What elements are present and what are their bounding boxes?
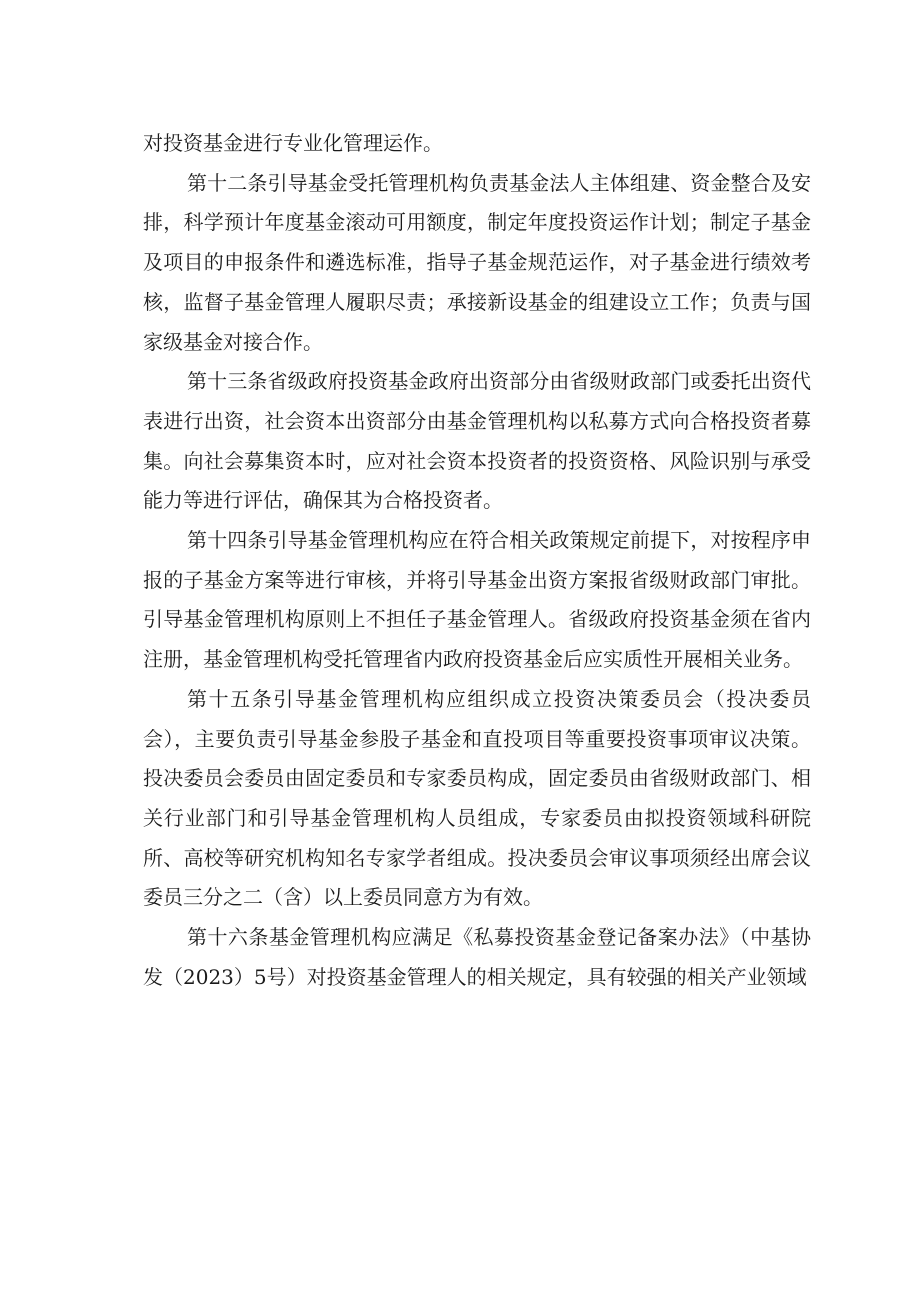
paragraph-article-15: 第十五条引导基金管理机构应组织成立投资决策委员会（投决委员会），主要负责引导基金参股子基金和直投项目等重要投资事项审议决策。投决委员会委员由固定委员和专家委员构成，固定委员由省级财政部门、相关行业部门和引导基金管理机构人员组成，专家委员由拟投资领域科研院所、高校等研究机构知名专家学者组成。投决委员会审议事项须经出席会议委员三分之二（含）以上委员同意方为有效。 <box>143 686 811 910</box>
paragraph-article-12: 第十二条引导基金受托管理机构负责基金法人主体组建、资金整合及安排，科学预计年度基金滚动可用额度，制定年度投资运作计划；制定子基金及项目的申报条件和遴选标准，指导子基金规范运作，对子基金进行绩效考核，监督子基金管理人履职尽责；承接新设基金的组建设立工作；负责与国家级基金对接合作。 <box>143 170 811 354</box>
paragraph-article-16: 第十六条基金管理机构应满足《私募投资基金登记备案办法》（中基协发（2023）5号）对投资基金管理人的相关规定，具有较强的相关产业领域 <box>143 925 811 989</box>
paragraph-article-13: 第十三条省级政府投资基金政府出资部分由省级财政部门或委托出资代表进行出资，社会资本出资部分由基金管理机构以私募方式向合格投资者募集。向社会募集资本时，应对社会资本投资者的投资资格、风险识别与承受能力等进行评估，确保其为合格投资者。 <box>143 369 811 513</box>
document-body <box>143 124 811 997</box>
paragraph-article-14: 第十四条引导基金管理机构应在符合相关政策规定前提下，对按程序申报的子基金方案等进行审核，并将引导基金出资方案报省级财政部门审批。引导基金管理机构原则上不担任子基金管理人。省级政府投资基金须在省内注册，基金管理机构受托管理省内政府投资基金后应实质性开展相关业务。 <box>143 528 811 672</box>
paragraph-continuation: 对投资基金进行专业化管理运作。 <box>143 131 443 155</box>
